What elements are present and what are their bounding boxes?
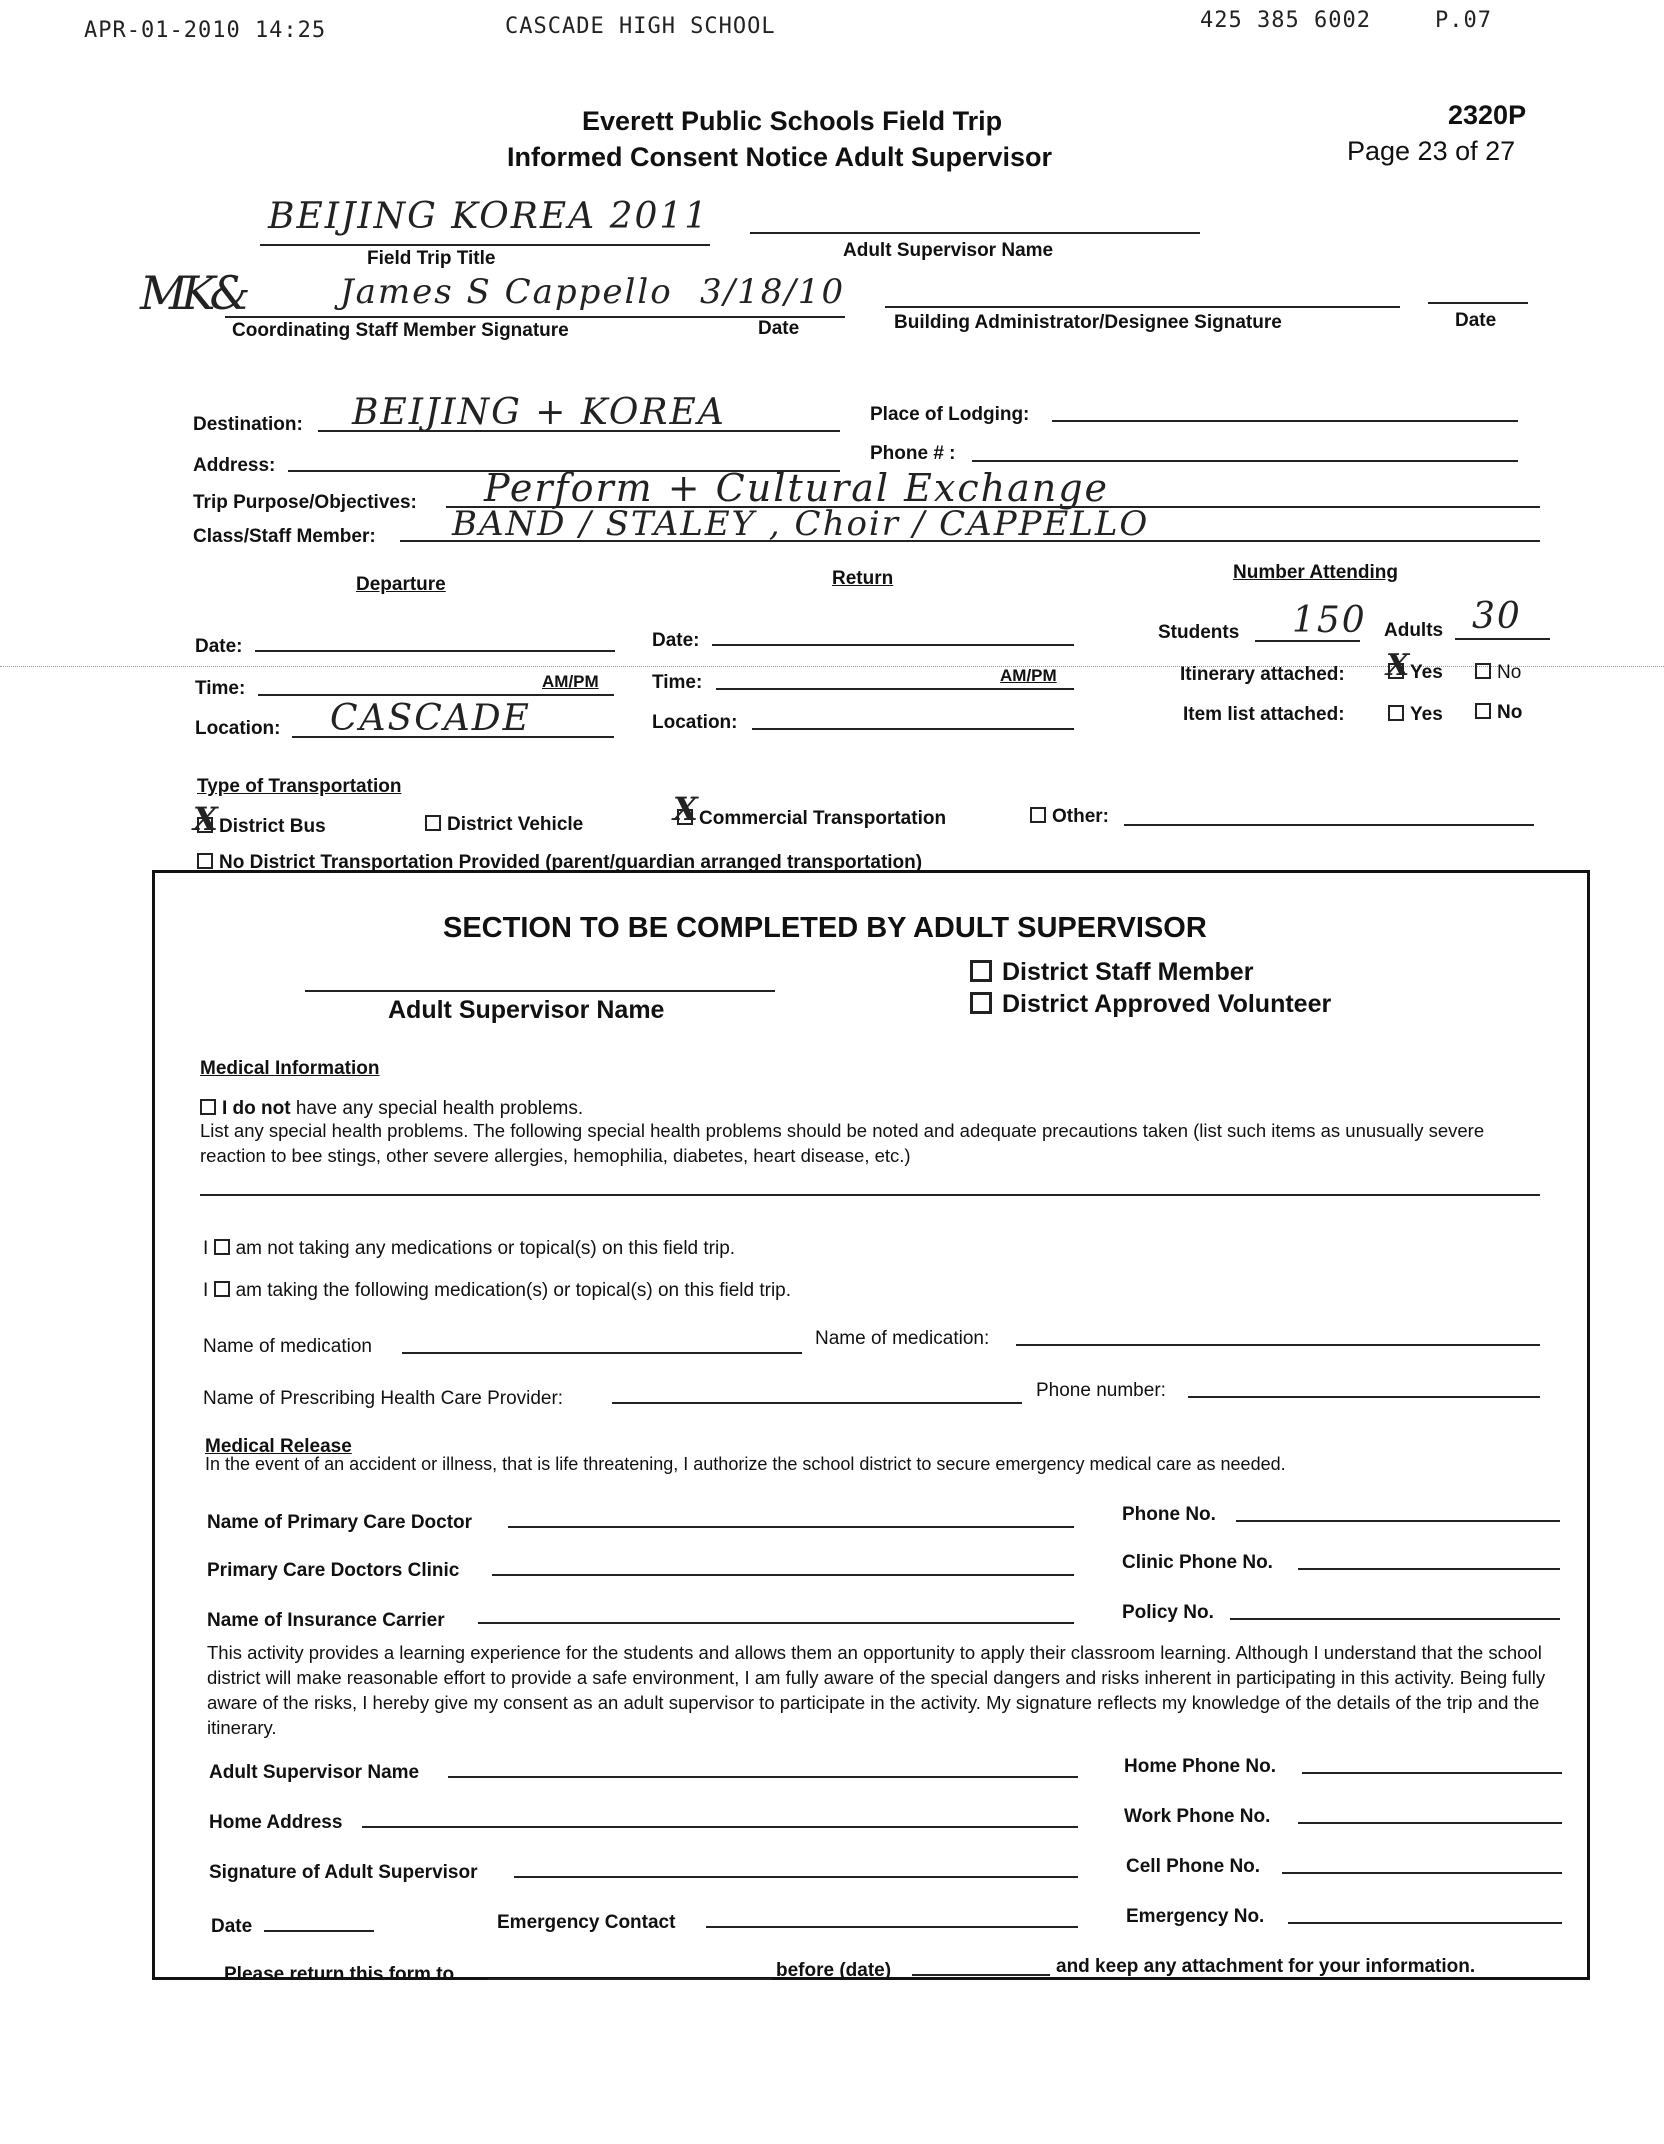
field-trip-title-label: Field Trip Title bbox=[367, 248, 496, 269]
prescriber-phone-label: Phone number: bbox=[1036, 1380, 1166, 1401]
supervisor-name-label: Adult Supervisor Name bbox=[388, 996, 665, 1024]
taking-meds-option[interactable]: I am taking the following medication(s) or topical(s) on this field trip. bbox=[203, 1280, 792, 1301]
staff-member-option[interactable]: District Staff Member bbox=[970, 958, 1253, 987]
item-list-yes[interactable]: Yes bbox=[1388, 704, 1443, 726]
consent-text: This activity provides a learning experience for the students and allows them an opportunity to apply their classroom learning. Although I understand that the school district will make reasonable effort to provide a safe environment, I am fully aware of the special dangers and risks inherent in participating in this activity. Being fully aware of the risks, I hereby give my consent as an adult supervisor to participate in the activity. My signature reflects my knowledge of the details of the trip and the itinerary. bbox=[207, 1642, 1546, 1738]
not-taking-meds-option[interactable]: I am not taking any medications or topical(s) on this field trip. bbox=[203, 1238, 736, 1259]
supervisor-name-line[interactable] bbox=[305, 990, 775, 992]
coordinating-signature-value: James S Cappello bbox=[340, 272, 673, 312]
return-time-line[interactable] bbox=[716, 688, 1074, 690]
emergency-contact-line[interactable] bbox=[706, 1926, 1078, 1928]
adult-supervisor-name-line[interactable] bbox=[750, 232, 1200, 234]
signature-label: Signature of Adult Supervisor bbox=[209, 1862, 478, 1883]
emergency-contact-label: Emergency Contact bbox=[497, 1912, 676, 1933]
lodging-label: Place of Lodging: bbox=[870, 404, 1030, 425]
students-label: Students bbox=[1158, 622, 1240, 643]
emergency-no-label: Emergency No. bbox=[1126, 1906, 1265, 1927]
insurance-line[interactable] bbox=[478, 1622, 1074, 1624]
signature-line[interactable] bbox=[514, 1876, 1078, 1878]
field-trip-title-value: BEIJING KOREA 2011 bbox=[268, 196, 710, 237]
policy-label: Policy No. bbox=[1122, 1602, 1214, 1623]
supervisor-section-heading: SECTION TO BE COMPLETED BY ADULT SUPERVISOR bbox=[443, 912, 1207, 944]
health-instructions: List any special health problems. The following special health problems should be noted and adequate precautions taken (list such items as unusually severe reaction to bee stings, other severe allergies, hemophilia, diabetes, heart disease, etc.) bbox=[200, 1120, 1485, 1166]
itinerary-no[interactable]: No bbox=[1475, 662, 1521, 684]
return-date-line[interactable] bbox=[712, 644, 1074, 646]
building-admin-date-line[interactable] bbox=[1428, 302, 1528, 304]
form-number: 2320P bbox=[1448, 100, 1527, 130]
home-address-label: Home Address bbox=[209, 1812, 343, 1833]
purpose-value: Perform + Cultural Exchange bbox=[484, 466, 1110, 510]
coordinating-date-value: 3/18/10 bbox=[700, 272, 846, 312]
fax-phone: 425 385 6002 bbox=[1200, 8, 1371, 33]
departure-location-value: CASCADE bbox=[330, 698, 531, 739]
cell-phone-line[interactable] bbox=[1282, 1872, 1562, 1874]
destination-label: Destination: bbox=[193, 414, 303, 435]
transport-none[interactable]: No District Transportation Provided (parent/guardian arranged transportation) bbox=[197, 852, 922, 874]
destination-value: BEIJING + KOREA bbox=[352, 392, 726, 433]
transport-heading: Type of Transportation bbox=[197, 776, 402, 797]
return-form-line[interactable] bbox=[488, 1978, 772, 1980]
clinic-label: Primary Care Doctors Clinic bbox=[207, 1560, 460, 1581]
itinerary-yes-mark: X bbox=[1386, 648, 1412, 683]
insurance-label: Name of Insurance Carrier bbox=[207, 1610, 445, 1631]
before-date-label: before (date) bbox=[776, 1960, 892, 1981]
transport-district-bus[interactable]: X District Bus bbox=[193, 800, 326, 838]
release-text: In the event of an accident or illness, that is life threatening, I authorize the school district to secure emergency medical care as needed. bbox=[205, 1454, 1286, 1474]
med-name-line-1[interactable] bbox=[402, 1352, 802, 1354]
fax-sender: CASCADE HIGH SCHOOL bbox=[505, 14, 776, 39]
itinerary-label: Itinerary attached: bbox=[1180, 664, 1345, 685]
fax-page: P.07 bbox=[1435, 8, 1492, 33]
adult-supervisor-name-label: Adult Supervisor Name bbox=[843, 240, 1054, 261]
item-list-no-checkbox[interactable] bbox=[1475, 703, 1491, 719]
purpose-label: Trip Purpose/Objectives: bbox=[193, 492, 417, 513]
building-admin-line[interactable] bbox=[885, 306, 1400, 308]
return-heading: Return bbox=[832, 568, 894, 589]
class-staff-label: Class/Staff Member: bbox=[193, 526, 376, 547]
form-title-line1: Everett Public Schools Field Trip bbox=[582, 106, 1003, 136]
approved-volunteer-option[interactable]: District Approved Volunteer bbox=[970, 990, 1331, 1019]
commercial-mark: X bbox=[673, 790, 700, 828]
destination-line[interactable] bbox=[318, 430, 840, 432]
form-page-label: Page 23 of 27 bbox=[1347, 136, 1516, 166]
class-staff-value: BAND / STALEY , Choir / CAPPELLO bbox=[452, 504, 1150, 544]
phone-no-label: Phone No. bbox=[1122, 1504, 1216, 1525]
departure-date-line[interactable] bbox=[255, 650, 615, 652]
class-staff-line[interactable] bbox=[400, 540, 1540, 542]
clinic-line[interactable] bbox=[492, 1574, 1074, 1576]
adults-value: 30 bbox=[1472, 596, 1522, 637]
keep-attachment-label: and keep any attachment for your information. bbox=[1056, 1956, 1476, 1977]
building-admin-label: Building Administrator/Designee Signature bbox=[894, 312, 1282, 333]
itinerary-yes[interactable]: X Yes bbox=[1386, 648, 1443, 683]
med-name-label-2: Name of medication: bbox=[815, 1328, 990, 1349]
building-admin-date-label: Date bbox=[1455, 310, 1497, 331]
return-date-label: Date: bbox=[652, 630, 700, 651]
home-phone-label: Home Phone No. bbox=[1124, 1756, 1277, 1777]
district-vehicle-checkbox[interactable] bbox=[425, 815, 441, 831]
departure-location-label: Location: bbox=[195, 718, 281, 739]
coordinating-date-label: Date bbox=[758, 318, 800, 339]
date-label: Date bbox=[211, 1916, 253, 1937]
fax-datetime: APR-01-2010 14:25 bbox=[84, 18, 327, 43]
adult-name-line[interactable] bbox=[448, 1776, 1078, 1778]
departure-location-line[interactable] bbox=[292, 736, 614, 738]
district-bus-mark: X bbox=[193, 800, 220, 838]
other-checkbox[interactable] bbox=[1030, 807, 1046, 823]
item-list-yes-checkbox[interactable] bbox=[1388, 705, 1404, 721]
phone-no-line[interactable] bbox=[1236, 1520, 1560, 1522]
approved-volunteer-checkbox[interactable] bbox=[970, 992, 992, 1014]
staff-member-checkbox[interactable] bbox=[970, 960, 992, 982]
itinerary-no-checkbox[interactable] bbox=[1475, 663, 1491, 679]
prescriber-label: Name of Prescribing Health Care Provider: bbox=[203, 1388, 564, 1409]
item-list-label: Item list attached: bbox=[1183, 704, 1345, 725]
prescriber-line[interactable] bbox=[612, 1402, 1022, 1404]
departure-date-label: Date: bbox=[195, 636, 243, 657]
return-location-label: Location: bbox=[652, 712, 738, 733]
prescriber-phone-line[interactable] bbox=[1188, 1396, 1540, 1398]
address-label: Address: bbox=[193, 455, 276, 476]
home-phone-line[interactable] bbox=[1302, 1772, 1562, 1774]
adults-line[interactable] bbox=[1455, 638, 1550, 640]
lodging-line[interactable] bbox=[1052, 420, 1518, 422]
transport-other-line[interactable] bbox=[1124, 824, 1534, 826]
date-line[interactable] bbox=[264, 1930, 374, 1932]
return-ampm: AM/PM bbox=[1000, 666, 1057, 685]
home-address-line[interactable] bbox=[362, 1826, 1078, 1828]
med-name-line-2[interactable] bbox=[1016, 1344, 1540, 1346]
return-time-label: Time: bbox=[652, 672, 703, 693]
clinic-phone-label: Clinic Phone No. bbox=[1122, 1552, 1273, 1573]
form-title-line2: Informed Consent Notice Adult Supervisor bbox=[507, 142, 1053, 172]
departure-time-label: Time: bbox=[195, 678, 246, 699]
transport-district-vehicle[interactable]: District Vehicle bbox=[425, 814, 583, 836]
work-phone-line[interactable] bbox=[1298, 1822, 1562, 1824]
return-location-line[interactable] bbox=[752, 728, 1074, 730]
med-name-label-1: Name of medication bbox=[203, 1336, 372, 1357]
return-form-label: Please return this form to bbox=[224, 1964, 455, 1985]
primary-doctor-label: Name of Primary Care Doctor bbox=[207, 1512, 473, 1533]
supervisor-section bbox=[152, 870, 1590, 1980]
departure-time-line[interactable] bbox=[258, 694, 614, 696]
coordinating-label: Coordinating Staff Member Signature bbox=[232, 320, 569, 341]
medical-heading: Medical Information bbox=[200, 1058, 380, 1079]
no-transport-checkbox[interactable] bbox=[197, 853, 213, 869]
departure-ampm: AM/PM bbox=[542, 672, 599, 691]
students-value: 150 bbox=[1292, 600, 1367, 641]
adult-name-label: Adult Supervisor Name bbox=[209, 1762, 420, 1783]
departure-heading: Departure bbox=[356, 574, 446, 595]
taking-meds-checkbox[interactable] bbox=[214, 1281, 230, 1297]
emergency-no-line[interactable] bbox=[1288, 1922, 1562, 1924]
item-list-no[interactable]: No bbox=[1475, 702, 1522, 724]
signature-scrawl: MK& bbox=[140, 266, 245, 320]
coordinating-signature-line[interactable] bbox=[225, 316, 845, 318]
cell-phone-label: Cell Phone No. bbox=[1126, 1856, 1261, 1877]
not-taking-meds-checkbox[interactable] bbox=[214, 1239, 230, 1255]
field-trip-title-line[interactable] bbox=[260, 244, 710, 246]
health-problems-line[interactable] bbox=[200, 1194, 1540, 1196]
work-phone-label: Work Phone No. bbox=[1124, 1806, 1271, 1827]
adults-label: Adults bbox=[1384, 620, 1444, 641]
policy-line[interactable] bbox=[1230, 1618, 1560, 1620]
no-health-problems-checkbox[interactable] bbox=[200, 1099, 216, 1115]
transport-other[interactable]: Other: bbox=[1030, 806, 1109, 828]
students-line[interactable] bbox=[1255, 640, 1360, 642]
transport-commercial[interactable]: X Commercial Transportation bbox=[673, 790, 947, 829]
before-date-line[interactable] bbox=[912, 1974, 1050, 1976]
clinic-phone-line[interactable] bbox=[1298, 1568, 1560, 1570]
release-heading: Medical Release bbox=[205, 1436, 352, 1457]
phone-label: Phone # : bbox=[870, 443, 956, 464]
attending-heading: Number Attending bbox=[1233, 562, 1399, 583]
phone-line[interactable] bbox=[972, 460, 1518, 462]
primary-doctor-line[interactable] bbox=[508, 1526, 1074, 1528]
no-health-problems-option[interactable]: I do not have any special health problems. bbox=[200, 1098, 583, 1120]
